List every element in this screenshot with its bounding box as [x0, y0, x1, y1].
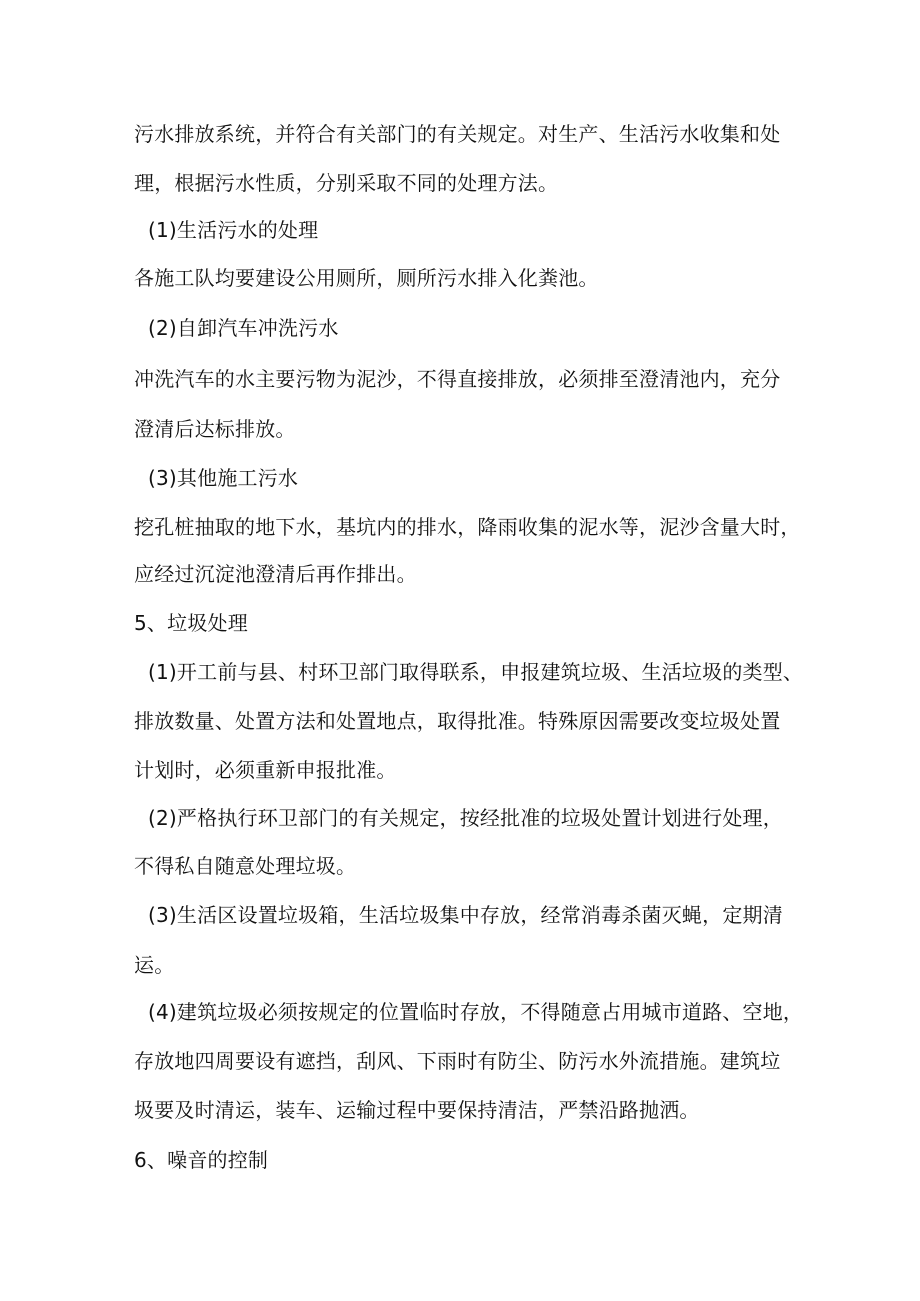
- section-heading: 5、垃圾处理: [134, 611, 248, 635]
- paragraph-line: 澄清后达标排放。: [134, 417, 296, 441]
- paragraph-line: 理，根据污水性质，分别采取不同的处理方法。: [134, 171, 559, 195]
- paragraph-line: 计划时，必须重新申报批准。: [134, 758, 397, 782]
- paragraph-line: 不得私自随意处理垃圾。: [134, 854, 357, 878]
- paragraph-line: (2)严格执行环卫部门的有关规定，按经批准的垃圾处置计划进行处理，: [148, 806, 783, 830]
- paragraph-line: (1)开工前与县、村环卫部门取得联系，申报建筑垃圾、生活垃圾的类型、: [148, 660, 804, 684]
- paragraph-line: 应经过沉淀池澄清后再作排出。: [134, 562, 417, 586]
- section-heading: 6、噪音的控制: [134, 1148, 269, 1172]
- paragraph-line: (3)生活区设置垃圾箱，生活垃圾集中存放，经常消毒杀菌灭蝇，定期清: [148, 903, 783, 927]
- subheading-line: (3)其他施工污水: [148, 466, 299, 490]
- paragraph-line: (4)建筑垃圾必须按规定的位置临时存放，不得随意占用城市道路、空地，: [148, 1000, 804, 1024]
- paragraph-line: 各施工队均要建设公用厕所，厕所污水排入化粪池。: [134, 266, 599, 290]
- paragraph-line: 运。: [134, 953, 175, 977]
- subheading-line: (1)生活污水的处理: [148, 218, 319, 242]
- paragraph-line: 污水排放系统，并符合有关部门的有关规定。对生产、生活污水收集和处: [134, 122, 781, 146]
- paragraph-line: 挖孔桩抽取的地下水，基坑内的排水，降雨收集的泥水等，泥沙含量大时，: [134, 515, 801, 539]
- subheading-line: (2)自卸汽车冲洗污水: [148, 316, 339, 340]
- paragraph-line: 排放数量、处置方法和处置地点，取得批准。特殊原因需要改变垃圾处置: [134, 709, 781, 733]
- paragraph-line: 圾要及时清运，装车、运输过程中要保持清洁，严禁沿路抛洒。: [134, 1098, 700, 1122]
- paragraph-line: 存放地四周要设有遮挡，刮风、下雨时有防尘、防污水外流措施。建筑垃: [134, 1049, 781, 1073]
- paragraph-line: 冲洗汽车的水主要污物为泥沙，不得直接排放，必须排至澄清池内，充分: [134, 367, 781, 391]
